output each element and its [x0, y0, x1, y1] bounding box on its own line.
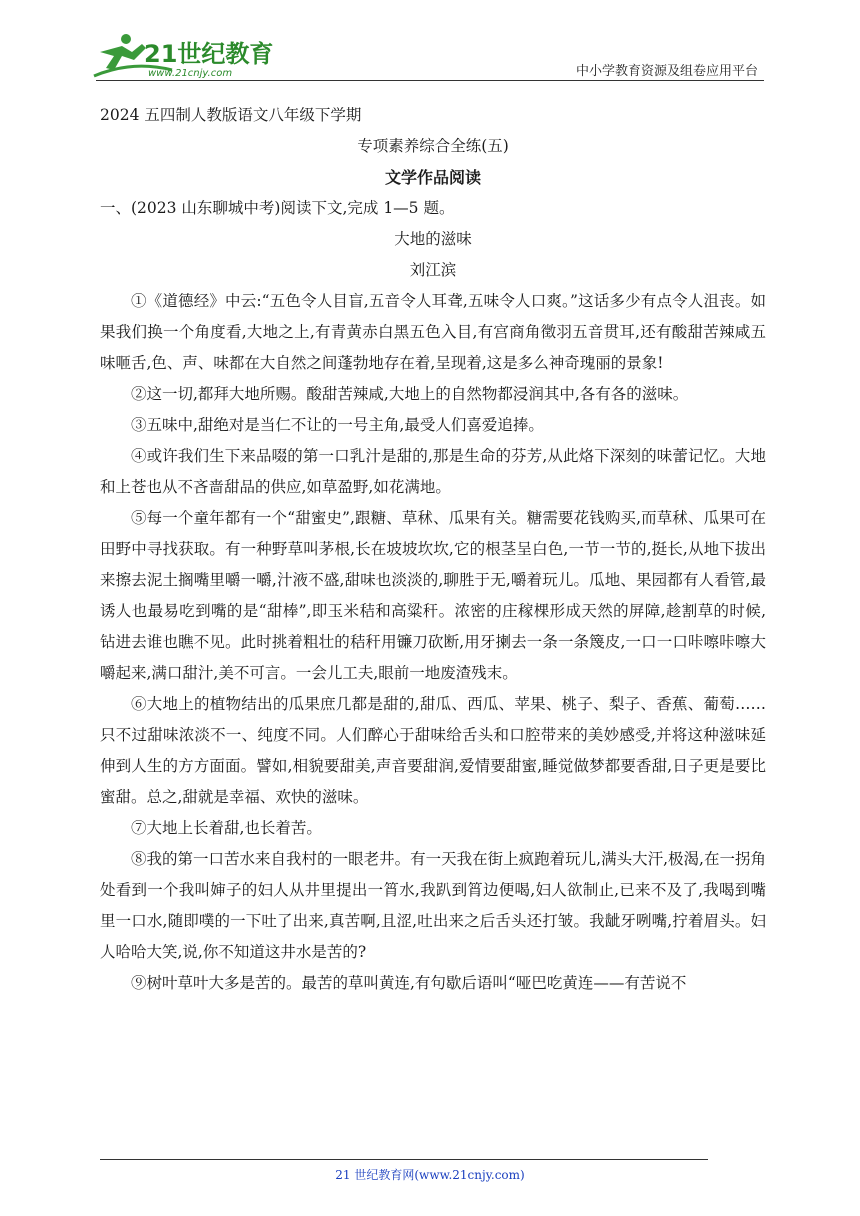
course-line: 2024 五四制人教版语文八年级下学期	[100, 106, 362, 124]
footer-divider	[100, 1159, 708, 1160]
question-intro: 一、(2023 山东聊城中考)阅读下文,完成 1—5 题。	[100, 199, 455, 217]
document-body	[100, 100, 766, 999]
paragraph-3: ③五味中,甜绝对是当仁不让的一号主角,最受人们喜爱追捧。	[131, 416, 544, 434]
exercise-title: 专项素养综合全练(五)	[357, 137, 509, 155]
paragraph-2: ②这一切,都拜大地所赐。酸甜苦辣咸,大地上的自然物都浸润其中,各有各的滋味。	[131, 385, 689, 403]
logo-21cnjy	[92, 30, 282, 82]
platform-tagline: 中小学教育资源及组卷应用平台	[575, 64, 758, 79]
article-author: 刘江滨	[409, 261, 457, 279]
paragraph-7: ⑦大地上长着甜,也长着苦。	[131, 819, 322, 837]
svg-text:www.21cnjy.com: www.21cnjy.com	[148, 68, 233, 79]
svg-text:21世纪教育: 21世纪教育	[144, 40, 274, 68]
paragraph-9: ⑨树叶草叶大多是苦的。最苦的草叫黄连,有句歇后语叫“哑巴吃黄连——有苦说不	[131, 974, 687, 992]
section-heading: 文学作品阅读	[384, 168, 481, 187]
page-header	[0, 0, 860, 90]
paragraph-6: ⑥大地上的植物结出的瓜果庶几都是甜的,甜瓜、西瓜、苹果、桃子、梨子、香蕉、葡萄……只不过甜味浓淡不一、纯度不同。人们醉心于甜味给舌头和口腔带来的美妙感受,并将这种滋味延伸到人生的方方面面。譬如,相貌要甜美,声音要甜润,爱情要甜蜜,睡觉做梦都要香甜,日子更是要比蜜甜。总之,甜就是幸福、欢快的滋味。	[100, 695, 766, 806]
footer-source: 21 世纪教育网(www.21cnjy.com)	[335, 1168, 525, 1182]
article-title: 大地的滋味	[394, 230, 472, 248]
paragraph-1: ①《道德经》中云:“五色令人目盲,五音令人耳聋,五味令人口爽。”这话多少有点令人沮丧。如果我们换一个角度看,大地之上,有青黄赤白黑五色入目,有宫商角徵羽五音贯耳,还有酸甜苦辣咸五味咂舌,色、声、味都在大自然之间蓬勃地存在着,呈现着,这是多么神奇瑰丽的景象!	[100, 292, 766, 372]
paragraph-5: ⑤每一个童年都有一个“甜蜜史”,跟糖、草秫、瓜果有关。糖需要花钱购买,而草秫、瓜果可在田野中寻找获取。有一种野草叫茅根,长在坡坡坎坎,它的根茎呈白色,一节一节的,挺长,从地下拔出来擦去泥土搁嘴里嚼一嚼,汁液不盛,甜味也淡淡的,聊胜于无,嚼着玩儿。瓜地、果园都有人看管,最诱人也最易吃到嘴的是“甜棒”,即玉米秸和高粱秆。浓密的庄稼棵形成天然的屏障,趁割草的时候,钻进去谁也瞧不见。此时挑着粗壮的秸秆用镰刀砍断,用牙揦去一条一条篾皮,一口一口咔嚓咔嚓大嚼起来,满口甜汁,美不可言。一会儿工夫,眼前一地废渣残末。	[100, 509, 766, 682]
paragraph-4: ④或许我们生下来品啜的第一口乳汁是甜的,那是生命的芬芳,从此烙下深刻的味蕾记忆。大地和上苍也从不吝啬甜品的供应,如草盈野,如花满地。	[100, 447, 766, 496]
paragraph-8: ⑧我的第一口苦水来自我村的一眼老井。有一天我在街上疯跑着玩儿,满头大汗,极渴,在一拐角处看到一个我叫婶子的妇人从井里提出一筲水,我趴到筲边便喝,妇人欲制止,已来不及了,我喝到嘴里一口水,随即噗的一下吐了出来,真苦啊,且涩,吐出来之后舌头还打皱。我龇牙咧嘴,拧着眉头。妇人哈哈大笑,说,你不知道这井水是苦的?	[100, 850, 766, 961]
header-divider	[96, 80, 764, 81]
